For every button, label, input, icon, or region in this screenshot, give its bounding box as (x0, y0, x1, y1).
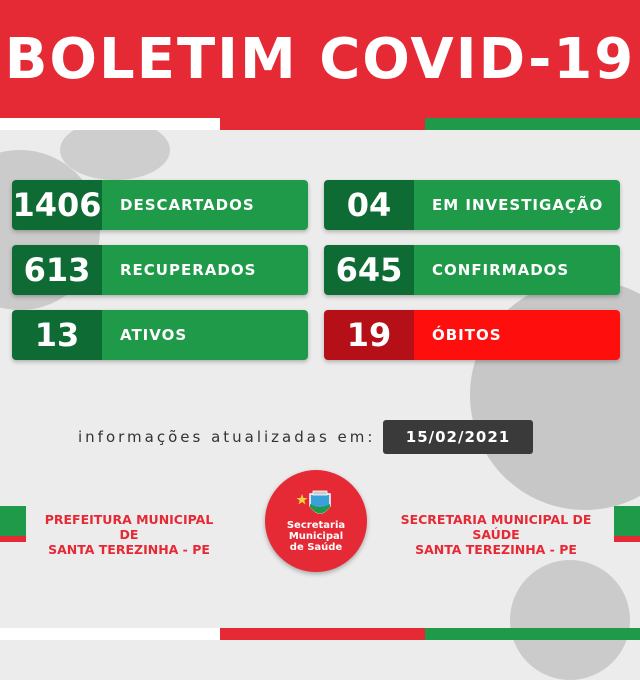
stat-value: 645 (324, 245, 414, 295)
stat-label: DESCARTADOS (102, 180, 308, 230)
update-date: 15/02/2021 (383, 420, 533, 454)
stat-value: 13 (12, 310, 102, 360)
bottom-stripe-green (425, 628, 640, 640)
bottom-stripe-red (220, 628, 425, 640)
stat-label: EM INVESTIGAÇÃO (414, 180, 620, 230)
stat-value: 613 (12, 245, 102, 295)
stat-card-confirmados (324, 245, 620, 295)
stripe-white (0, 118, 220, 130)
stat-label: ATIVOS (102, 310, 308, 360)
stat-card-investigacao (324, 180, 620, 230)
footer-left-text (34, 512, 224, 557)
logo-line3: de Saúde (289, 541, 343, 553)
stat-label: RECUPERADOS (102, 245, 308, 295)
footer-right-line2: SANTA TEREZINHA - PE (415, 542, 577, 557)
footer-stripe-right-red (614, 536, 640, 542)
footer-left-line2: SANTA TEREZINHA - PE (48, 542, 210, 557)
stat-card-recuperados (12, 245, 308, 295)
footer-left-line1: PREFEITURA MUNICIPAL DE (44, 512, 214, 542)
footer-stripe-left-green (0, 506, 26, 536)
stat-card-obitos (324, 310, 620, 360)
stat-label: CONFIRMADOS (414, 245, 620, 295)
footer-stripe-right-green (614, 506, 640, 536)
page-title: BOLETIM COVID-19 (4, 26, 636, 92)
footer-right-line1: SECRETARIA MUNICIPAL DE SAÚDE (400, 512, 592, 542)
stat-card-descartados (12, 180, 308, 230)
secretaria-logo (265, 470, 367, 572)
crest-icon (296, 490, 336, 520)
stat-value: 04 (324, 180, 414, 230)
logo-line1: Secretaria (286, 519, 346, 531)
update-label: informações atualizadas em: (78, 428, 376, 446)
footer-stripe-left-red (0, 536, 26, 542)
stat-label: ÓBITOS (414, 310, 620, 360)
stripe-red (220, 118, 425, 130)
stat-value: 1406 (12, 180, 102, 230)
footer-right-text (380, 512, 612, 557)
stat-card-ativos (12, 310, 308, 360)
stat-value: 19 (324, 310, 414, 360)
stripe-green (425, 118, 640, 130)
bottom-stripe-white (0, 628, 220, 640)
header-banner (0, 0, 640, 118)
virus-background-bottom (510, 560, 630, 680)
logo-line2: Municipal (288, 530, 344, 542)
